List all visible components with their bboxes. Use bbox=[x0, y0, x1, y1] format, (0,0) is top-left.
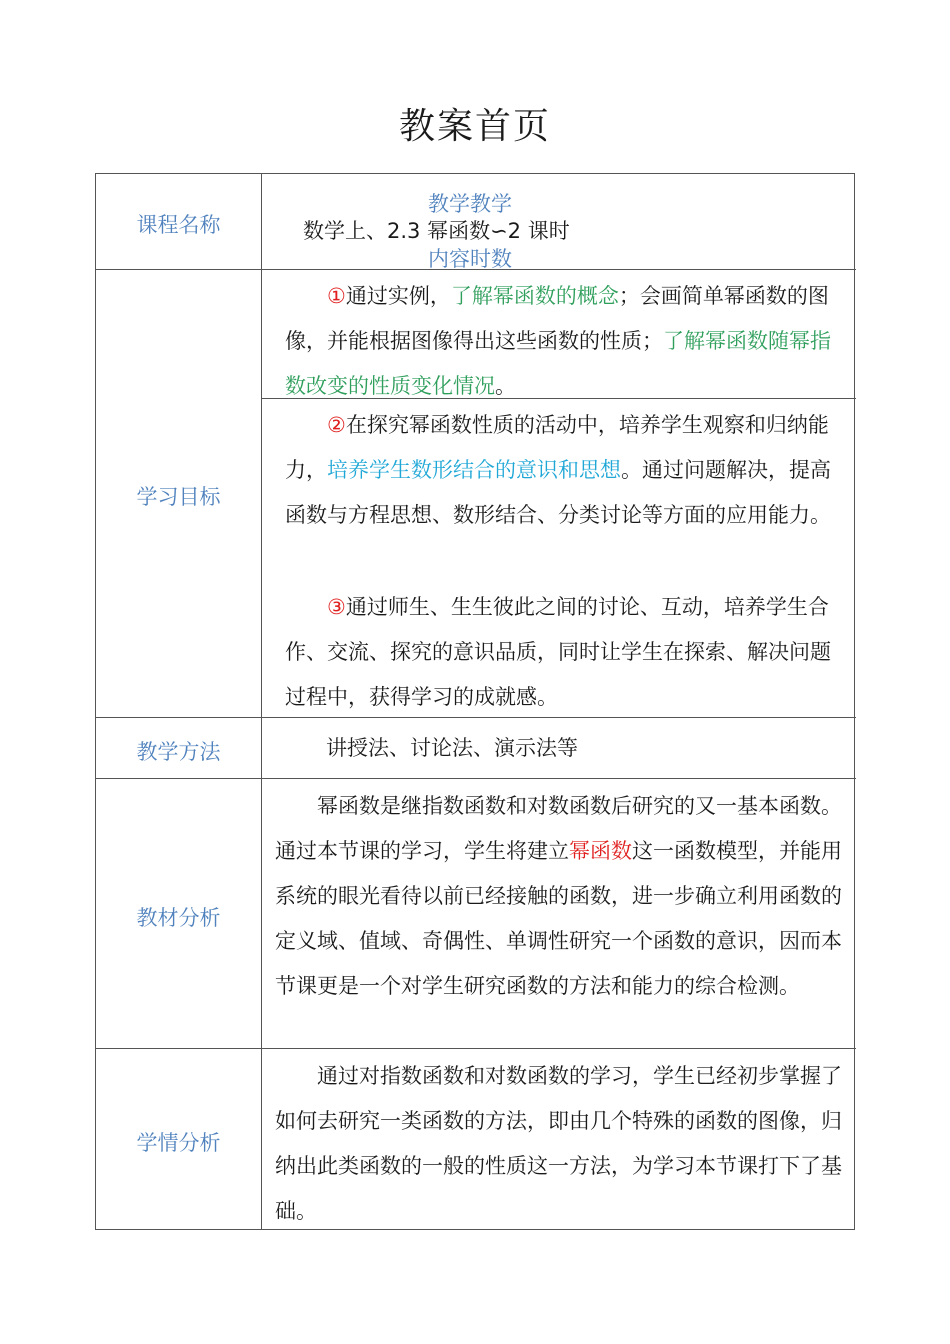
objective-2: ②在探究幂函数性质的活动中，培养学生观察和归纳能力，培养学生数形结合的意识和思想。通过问题解决，提高函数与方程思想、数形结合、分类讨论等方面的应用能力。 bbox=[285, 413, 831, 527]
material-highlight: 幂函数 bbox=[569, 839, 632, 863]
method-value: 讲授法、讨论法、演示法等 bbox=[326, 736, 578, 760]
objective-3: ③通过师生、生生彼此之间的讨论、互动，培养学生合作、交流、探究的意识品质，同时让学生在探索、解决问题过程中，获得学习的成就感。 bbox=[285, 595, 831, 709]
objective-2-number: ② bbox=[327, 413, 346, 437]
objective-1: ①通过实例，了解幂函数的概念；会画简单幂函数的图像，并能根据图像得出这些函数的性质；了解幂函数随幂指数改变的性质变化情况。 bbox=[285, 284, 831, 398]
course-header-top: 教学教学 bbox=[428, 192, 512, 216]
objective-3-number: ③ bbox=[327, 595, 346, 619]
column-divider bbox=[261, 174, 262, 1229]
objective-1-number: ① bbox=[327, 284, 346, 308]
objective-2-highlight: 培养学生数形结合的意识和思想 bbox=[327, 458, 621, 482]
lesson-plan-table bbox=[95, 173, 855, 1230]
course-name-label: 课程名称 bbox=[136, 213, 221, 237]
material-label: 教材分析 bbox=[136, 906, 221, 930]
course-name-value: 数学上、2.3 幂函数∽2 课时 bbox=[303, 219, 570, 243]
students-analysis: 通过对指数函数和对数函数的学习，学生已经初步掌握了如何去研究一类函数的方法，即由几个特殊的函数的图像，归纳出此类函数的一般的性质这一方法，为学习本节课打下了基础。 bbox=[275, 1064, 842, 1223]
method-label: 教学方法 bbox=[136, 740, 221, 764]
material-analysis: 幂函数是继指数函数和对数函数后研究的又一基本函数。通过本节课的学习，学生将建立幂函数这一函数模型，并能用系统的眼光看待以前已经接触的函数，进一步确立利用函数的定义域、值域、奇偶性、单调性研究一个函数的意识，因而本节课更是一个对学生研究函数的方法和能力的综合检测。 bbox=[275, 794, 842, 998]
objectives-label: 学习目标 bbox=[136, 485, 221, 509]
students-label: 学情分析 bbox=[136, 1131, 221, 1155]
row-divider bbox=[96, 778, 856, 779]
objective-1-highlight: 了解幂函数的概念 bbox=[450, 284, 619, 308]
objective-1-highlight-2: 了解幂函数随幂指数改变的性质变化情况 bbox=[285, 329, 831, 398]
row-divider bbox=[96, 1048, 856, 1049]
page-title: 教案首页 bbox=[398, 106, 551, 147]
course-header-bottom: 内容时数 bbox=[428, 247, 512, 271]
